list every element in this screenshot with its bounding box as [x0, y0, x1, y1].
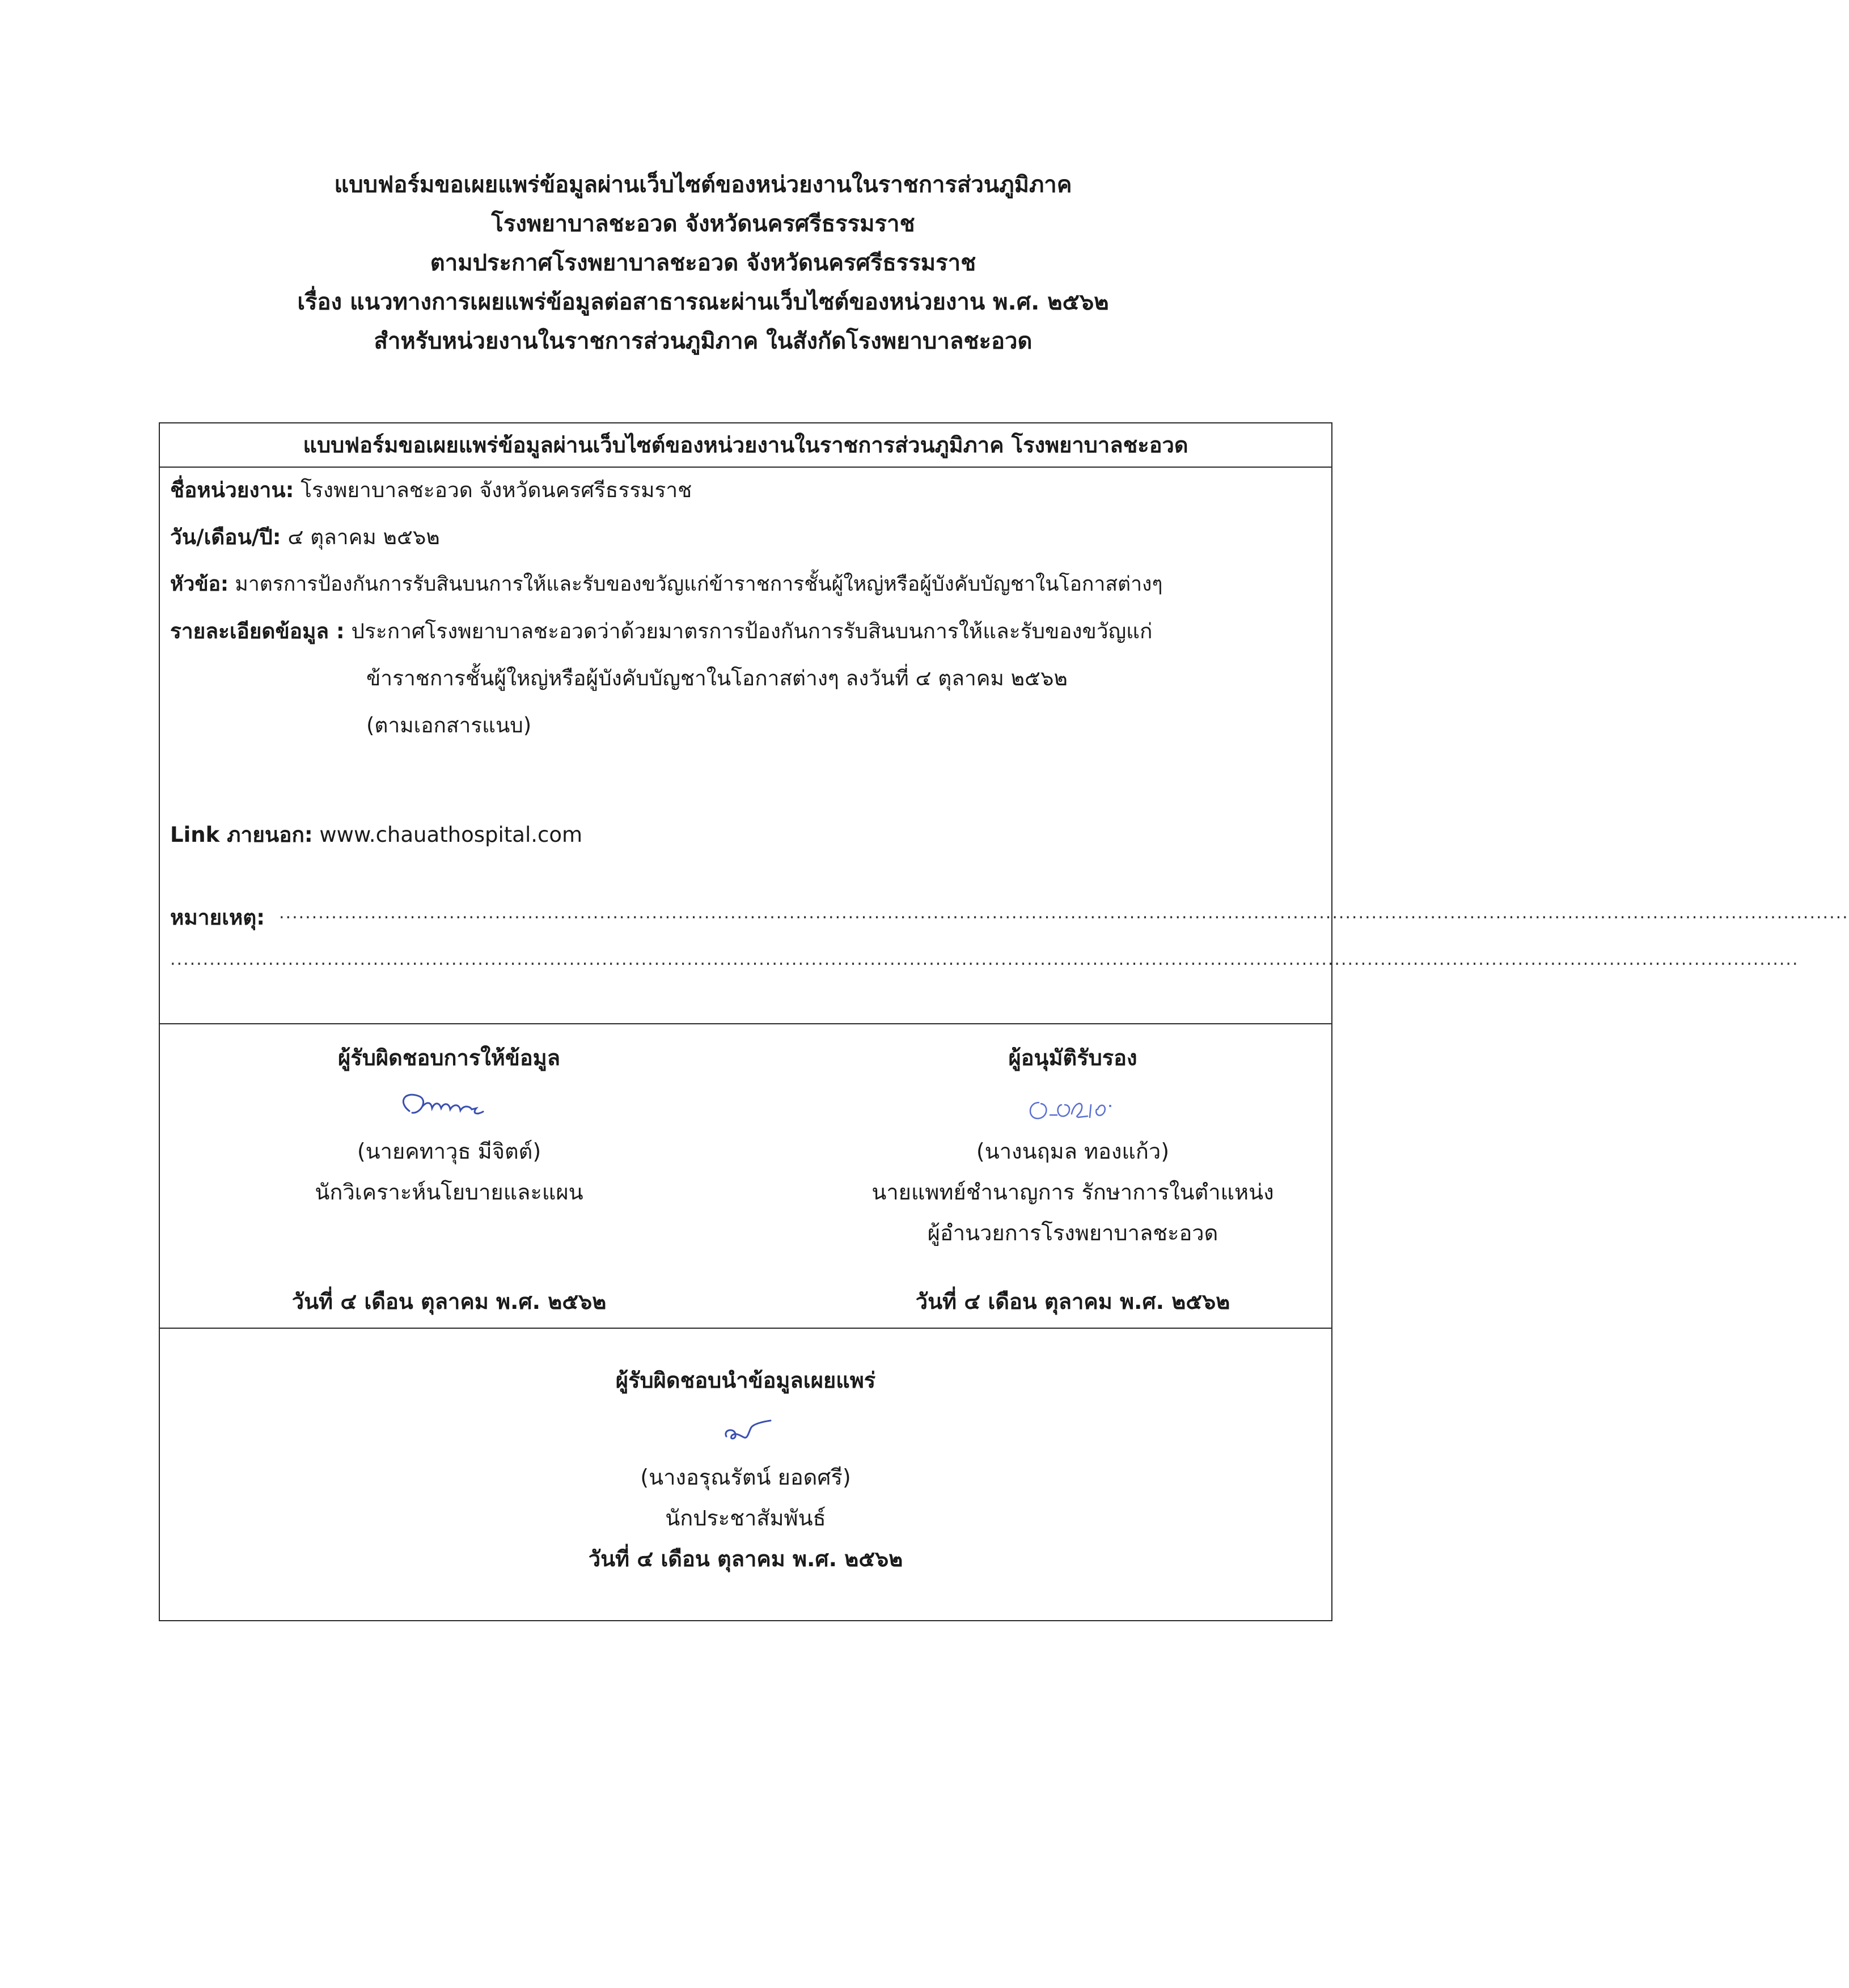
document-heading — [0, 166, 1406, 361]
topic-value: มาตรการป้องกันการรับสินบนการให้และรับของขวัญแก่ข้าราชการชั้นผู้ใหญ่หรือผู้บังคับบัญชาในโอกาสต่างๆ — [235, 573, 1163, 596]
note-label: หมายเหตุ: — [170, 905, 265, 930]
heading-line-4: เรื่อง แนวทางการเผยแพร่ข้อมูลต่อสาธารณะผ่านเว็บไซต์ของหน่วยงาน พ.ศ. ๒๕๖๒ — [297, 289, 1109, 315]
publisher-section — [160, 1358, 1331, 1653]
left-signer-position: นักวิเคราะห์นโยบายและแผน — [315, 1180, 583, 1205]
form-title: แบบฟอร์มขอเผยแพร่ข้อมูลผ่านเว็บไซต์ของหน่วยงานในราชการส่วนภูมิภาค โรงพยาบาลชะอวด — [160, 423, 1331, 468]
publisher-signature — [160, 1402, 1331, 1457]
right-signer-name: (นางนฤมล ทองแก้ว) — [976, 1139, 1170, 1164]
heading-line-2: โรงพยาบาลชะอวด จังหวัดนครศรีธรรมราช — [491, 211, 915, 237]
agency-value: โรงพยาบาลชะอวด จังหวัดนครศรีธรรมราช — [301, 478, 692, 502]
handwritten-signature-publisher — [689, 1402, 802, 1453]
note-dotted-line-1: ................................................................................................................................................................................................................................................ — [279, 903, 1849, 923]
right-signer — [818, 1024, 1328, 1328]
right-signer-date: วันที่ ๔ เดือน ตุลาคม พ.ศ. ๒๕๖๒ — [915, 1289, 1230, 1314]
publisher-role: ผู้รับผิดชอบนำข้อมูลเผยแพร่ — [615, 1368, 876, 1393]
form-details — [160, 468, 1849, 1024]
publisher-position: นักประชาสัมพันธ์ — [665, 1506, 826, 1531]
left-signer-role: ผู้รับผิดชอบการให้ข้อมูล — [338, 1045, 560, 1070]
right-signer-position-1: นายแพทย์ชำนาญการ รักษาการในตำแหน่ง — [871, 1180, 1274, 1205]
right-signer-position-2: ผู้อำนวยการโรงพยาบาลชะอวด — [927, 1220, 1218, 1245]
heading-line-1: แบบฟอร์มขอเผยแพร่ข้อมูลผ่านเว็บไซต์ของหน่วยงานในราชการส่วนภูมิภาค — [334, 172, 1072, 198]
details-row — [170, 614, 1152, 648]
publisher-name: (นางอรุณรัตน์ ยอดศรี) — [640, 1465, 851, 1490]
agency-label: ชื่อหน่วยงาน: — [170, 478, 294, 502]
agency-row — [170, 473, 692, 507]
publisher-date: วันที่ ๔ เดือน ตุลาคม พ.ศ. ๒๕๖๒ — [588, 1546, 903, 1571]
left-signer — [160, 1024, 738, 1328]
details-line-3: (ตามเอกสารแนบ) — [366, 713, 532, 737]
date-label: วัน/เดือน/ปี: — [170, 525, 281, 549]
handwritten-signature-right — [1005, 1080, 1141, 1131]
note-dotted-line-2: ......................................................................................................................................................................................................................................................... — [170, 950, 1799, 969]
link-value[interactable]: www.chauathospital.com — [319, 823, 583, 847]
handwritten-signature-left — [387, 1080, 511, 1131]
date-row — [170, 520, 440, 554]
right-signature — [818, 1080, 1328, 1131]
heading-line-3: ตามประกาศโรงพยาบาลชะอวด จังหวัดนครศรีธรรมราช — [430, 250, 976, 276]
details-line-1: ประกาศโรงพยาบาลชะอวดว่าด้วยมาตรการป้องกันการรับสินบนการให้และรับของขวัญแก่ — [351, 619, 1153, 643]
details-line-2: ข้าราชการชั้นผู้ใหญ่หรือผู้บังคับบัญชาในโอกาสต่างๆ ลงวันที่ ๔ ตุลาคม ๒๕๖๒ — [366, 666, 1068, 690]
left-signature — [160, 1080, 738, 1131]
link-label: Link ภายนอก: — [170, 823, 313, 847]
signers-section — [160, 1024, 1331, 1329]
topic-label: หัวข้อ: — [170, 573, 229, 596]
date-value: ๔ ตุลาคม ๒๕๖๒ — [287, 525, 440, 549]
publication-form — [159, 422, 1849, 1621]
left-signer-date: วันที่ ๔ เดือน ตุลาคม พ.ศ. ๒๕๖๒ — [291, 1289, 607, 1314]
left-signer-name: (นายคทาวุธ มีจิตต์) — [357, 1139, 541, 1164]
right-signer-role: ผู้อนุมัติรับรอง — [1008, 1045, 1137, 1070]
link-row — [170, 818, 582, 851]
topic-row — [170, 567, 1162, 600]
heading-line-5: สำหรับหน่วยงานในราชการส่วนภูมิภาค ในสังกัดโรงพยาบาลชะอวด — [374, 328, 1033, 354]
details-label: รายละเอียดข้อมูล : — [170, 619, 345, 643]
